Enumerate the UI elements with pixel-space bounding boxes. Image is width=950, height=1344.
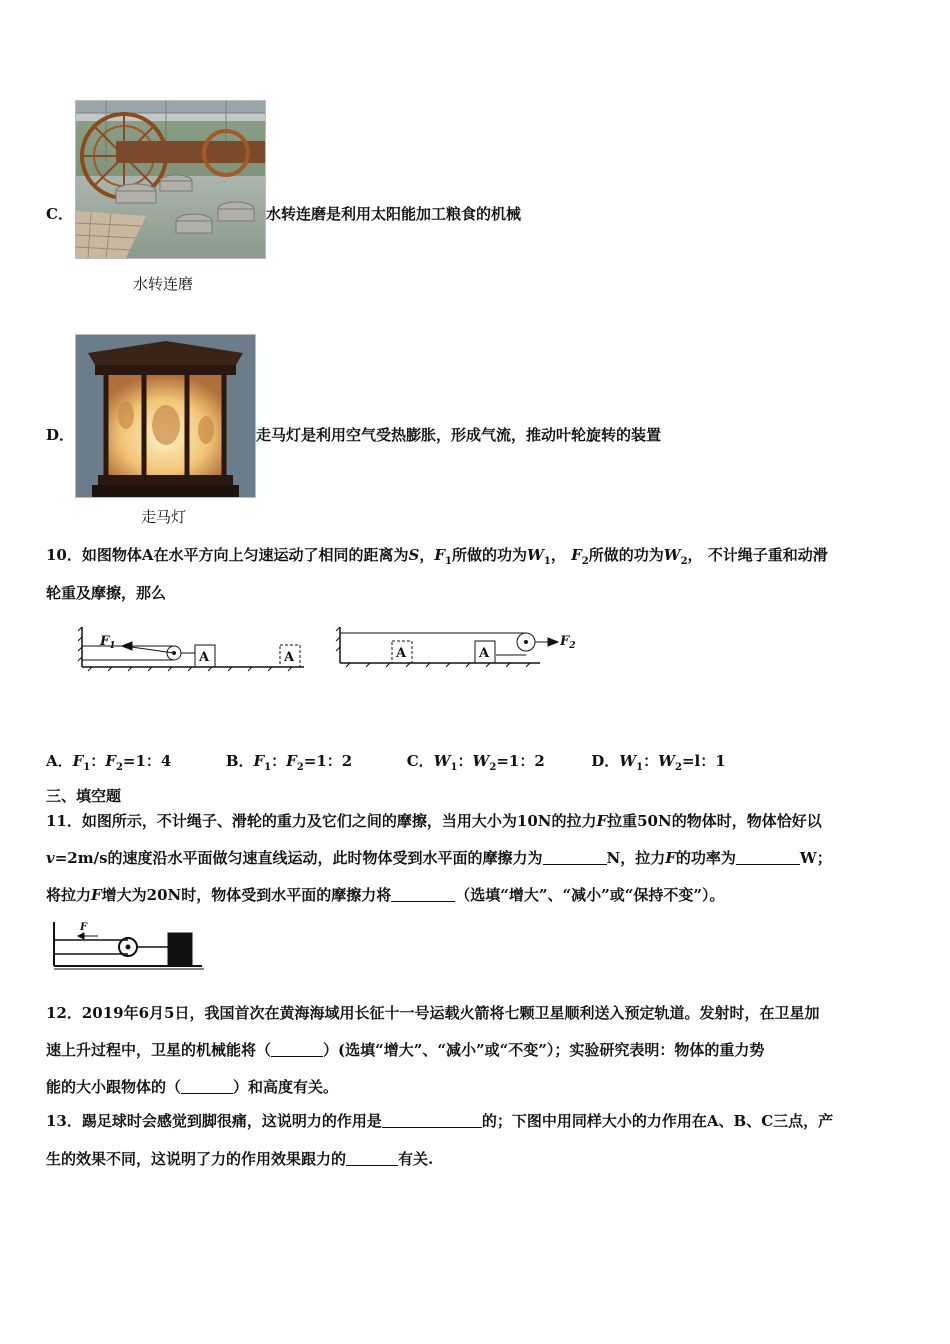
block-a-ghost-label: A bbox=[284, 650, 295, 665]
q11-blank-change[interactable] bbox=[391, 887, 455, 902]
block-a-ghost-right-label: A bbox=[396, 646, 407, 661]
q13-line-1: 13．踢足球时会感觉到脚很痛，这说明力的作用是 的；下图中用同样大小的力作用在A、B、C三点，产 bbox=[46, 1112, 834, 1130]
q12-line-2: 速上升过程中，卫星的机械能将（ ）(选填“增大”、“减小”或“不变”）；实验研究表明：物体的重力势 bbox=[46, 1041, 765, 1059]
q13-line-2: 生的效果不同，这说明了力的作用效果跟力的 有关. bbox=[46, 1150, 434, 1168]
q10-option-b[interactable]: B．$F_1$：$F_2=1$：2 bbox=[225, 752, 353, 773]
q10-line-2: 轮重及摩擦，那么 bbox=[46, 584, 167, 602]
water-mill-photo bbox=[75, 100, 266, 259]
q12-blank-energy[interactable] bbox=[271, 1042, 323, 1057]
lantern-caption: 走马灯 bbox=[141, 508, 187, 526]
q12-line-3: 能的大小跟物体的（ ）和高度有关。 bbox=[46, 1078, 339, 1096]
q10-options bbox=[46, 750, 726, 773]
block-a-right-label: A bbox=[479, 646, 490, 661]
f2-label: $F_2$ bbox=[560, 634, 576, 651]
f1-label: $F_1$ bbox=[100, 634, 116, 651]
option-c-text: 水转连磨是利用太阳能加工粮食的机械 bbox=[266, 205, 522, 223]
option-c-letter: C． bbox=[46, 205, 73, 223]
section-title: 三、填空题 bbox=[46, 787, 122, 805]
q10-option-c[interactable]: C．$W_1$：$W_2=1$：2 bbox=[406, 752, 545, 773]
option-d-text: 走马灯是利用空气受热膨胀，形成气流，推动叶轮旋转的装置 bbox=[256, 426, 662, 444]
water-mill-caption: 水转连磨 bbox=[133, 275, 194, 293]
q11-pulley-diagram bbox=[50, 918, 206, 972]
option-d-letter: D． bbox=[46, 426, 75, 444]
q13-blank-mutual[interactable] bbox=[382, 1113, 482, 1128]
q13-blank-point[interactable] bbox=[346, 1151, 398, 1166]
q10-pulley-diagram bbox=[78, 625, 588, 677]
q11-blank-power[interactable] bbox=[736, 850, 800, 865]
lantern-photo bbox=[75, 334, 256, 498]
q11-line-3: 将拉力F增大为20N时，物体受到水平面的摩擦力将 （选填“增大”、“减小”或“保持不变”）。 bbox=[46, 886, 725, 904]
q12-line-1: 12．2019年6月5日，我国首次在黄海海域用长征十一号运载火箭将七颗卫星顺利送入预定轨道。发射时，在卫星加 bbox=[46, 1004, 820, 1022]
q10-option-a[interactable]: A．$F_1$：$F_2=1$：4 bbox=[46, 752, 172, 773]
q11-line-2: v=2m/s的速度沿水平面做匀速直线运动，此时物体受到水平面的摩擦力为 N，拉力F的功率为 W； bbox=[46, 849, 832, 867]
block-a-label: A bbox=[199, 650, 210, 665]
q11-blank-friction[interactable] bbox=[543, 850, 607, 865]
q12-blank-factor[interactable] bbox=[181, 1079, 233, 1094]
q10-option-d[interactable]: D．$W_1$：$W_2=l$：1 bbox=[591, 752, 726, 773]
q11-f-label: F bbox=[80, 922, 88, 933]
q11-line-1: 11．如图所示，不计绳子、滑轮的重力及它们之间的摩擦，当用大小为10N的拉力F拉重50N的物体时，物体恰好以 bbox=[46, 812, 822, 830]
q10-line-1: 10．如图物体A在水平方向上匀速运动了相同的距离为S，$F_1$所做的功为$W_1$， $F_2$所做的功为$W_2$， 不计绳子重和动滑 bbox=[46, 546, 828, 567]
